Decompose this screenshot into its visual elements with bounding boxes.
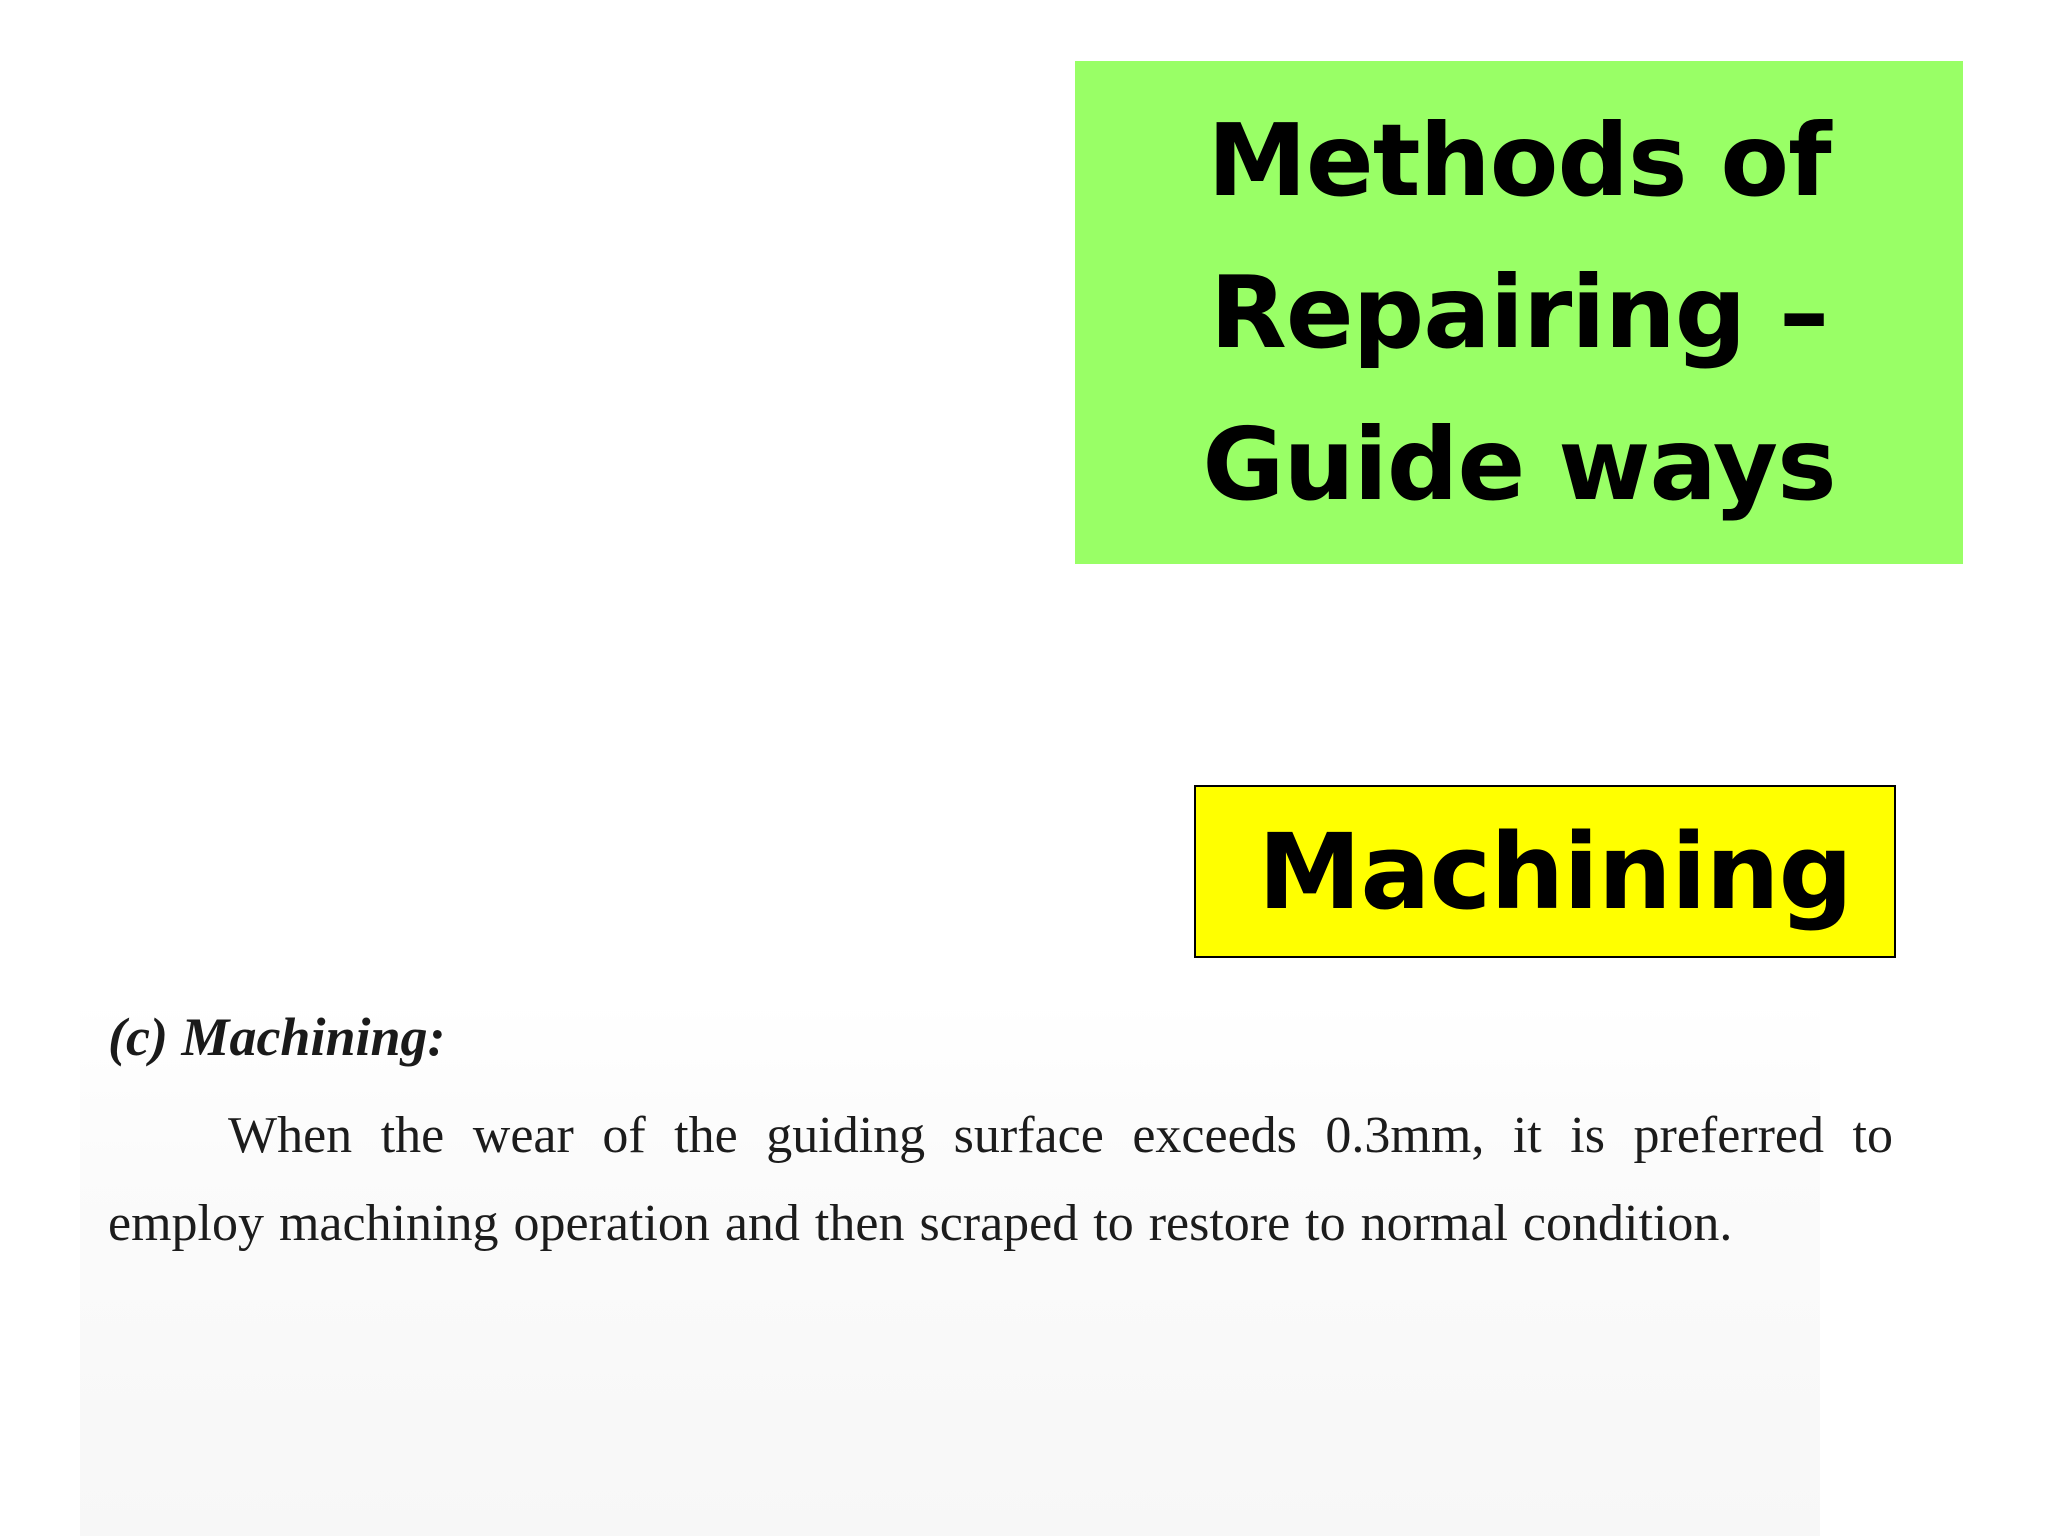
title-line-1: Methods of xyxy=(1207,101,1831,219)
scan-paragraph: When the wear of the guiding surface exceeds 0.3mm, it is preferred to employ machining operation and then scraped to restore to normal condition. xyxy=(108,1107,1893,1252)
scan-heading: (c) Machining: xyxy=(108,1007,446,1067)
title-box xyxy=(1075,61,1963,564)
title-line-3: Guide ways xyxy=(1202,405,1836,523)
subtitle-box xyxy=(1194,785,1896,958)
subtitle-text: Machining xyxy=(1257,810,1853,933)
title-line-2: Repairing – xyxy=(1209,253,1829,371)
scanned-text-excerpt xyxy=(80,1000,1893,1536)
